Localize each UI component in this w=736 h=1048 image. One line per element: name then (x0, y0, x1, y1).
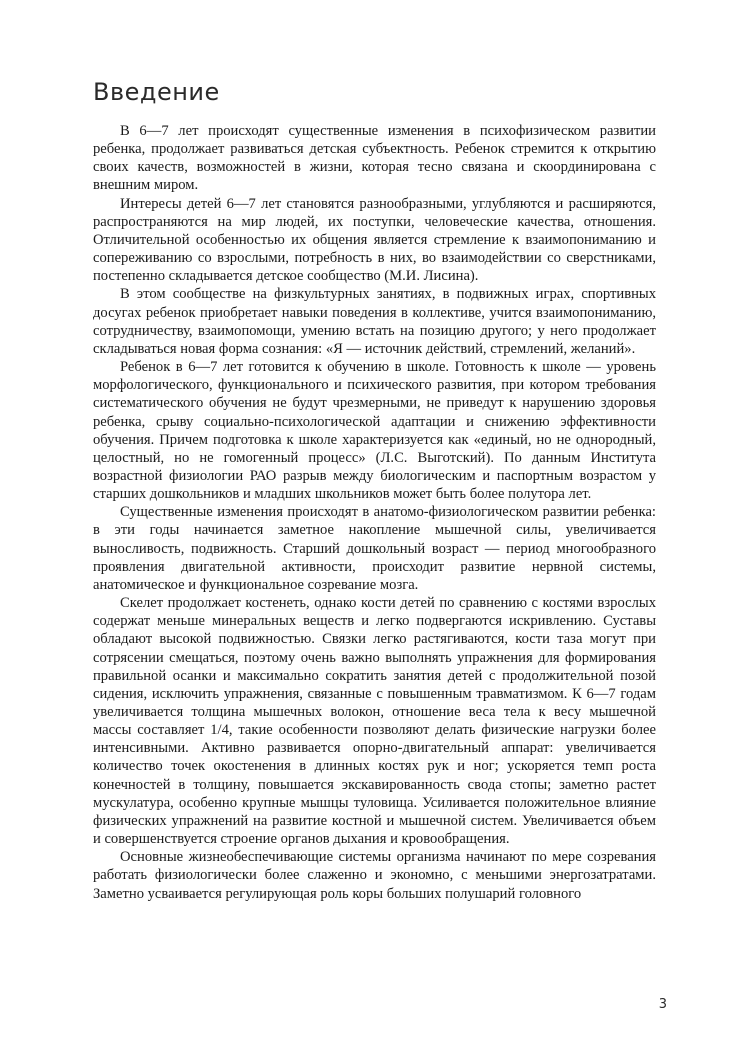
paragraph: Основные жизнеобеспечивающие системы организма начинают по мере созревания работать физиологически более слаженно и экономно, с меньшими энергозатратами. Заметно усваивается регулирующая роль коры больших полушарий головного (93, 849, 656, 902)
paragraph: Интересы детей 6—7 лет становятся разнообразными, углубляются и расширяются, распространяются на мир людей, их поступки, человеческие качества, отношения. Отличительной особенностью их общения является стремление к взаимопониманию и сопереживанию со взрослыми, потребность в них, во взаимодействии со сверстниками, постепенно складывается детское сообщество (М.И. Лисина). (93, 195, 656, 285)
paragraph: В 6—7 лет происходят существенные изменения в психофизическом развитии ребенка, продолжает развиваться детская субъектность. Ребенок стремится к открытию своих качеств, возможностей в жизни, которая тесно связана и скоординирована с внешним миром. (93, 123, 656, 194)
paragraph: Ребенок в 6—7 лет готовится к обучению в школе. Готовность к школе — уровень морфологического, функционального и психического развития, при котором требования систематического обучения не будут чрезмерными, не приведут к нарушению здоровья ребенка, срыву социально-психологической адаптации и снижению эффективности обучения. Причем подготовка к школе характеризуется как «единый, но не однородный, целостный, но не гомогенный процесс» (Л.С. Выготский). По данным Института возрастной физиологии РАО разрыв между биологическим и паспортным возрастом у старших дошкольников и младших школьников может быть более полутора лет. (93, 359, 656, 503)
paragraph: В этом сообществе на физкультурных занятиях, в подвижных играх, спортивных досугах ребенок приобретает навыки поведения в коллективе, учится взаимопониманию, сотрудничеству, взаимопомощи, умению встать на позицию другого; у него продолжает складываться новая форма сознания: «Я — источник действий, стремлений, желаний». (93, 286, 656, 357)
chapter-title: Введение (93, 78, 220, 106)
paragraph: Существенные изменения происходят в анатомо-физиологическом развитии ребенка: в эти годы начинается заметное накопление мышечной силы, увеличивается выносливость, подвижность. Старший дошкольный возраст — период многообразного проявления двигательной активности, происходит развитие нервной системы, анатомическое и функциональное созревание мозга. (93, 504, 656, 593)
page-number: 3 (658, 997, 667, 1012)
paragraph: Скелет продолжает костенеть, однако кости детей по сравнению с костями взрослых содержат меньше минеральных веществ и легко подвергаются искривлению. Суставы обладают высокой подвижностью. Связки легко растягиваются, кости таза могут при сотрясении смещаться, поэтому очень важно выполнять упражнения для формирования правильной осанки и максимально сократить занятия детей с продолжительной позой сидения, исключить упражнения, связанные с повышенным травматизмом. К 6—7 годам увеличивается толщина мышечных волокон, отношение веса тела к весу мышечной массы составляет 1/4, такие особенности позволяют делать физические нагрузки более интенсивными. Активно развивается опорно-двигательный аппарат: увеличивается количество точек окостенения в длинных костях рук и ног; ускоряется темп роста конечностей в толщину, повышается экскавированность свода стопы; заметно растет мускулатура, особенно крупные мышцы туловища. Усиливается положительное влияние физических упражнений на развитие костной и мышечной систем. Увеличивается объем и совершенствуется строение органов дыхания и кровообращения. (93, 595, 656, 848)
body-text (93, 122, 656, 903)
